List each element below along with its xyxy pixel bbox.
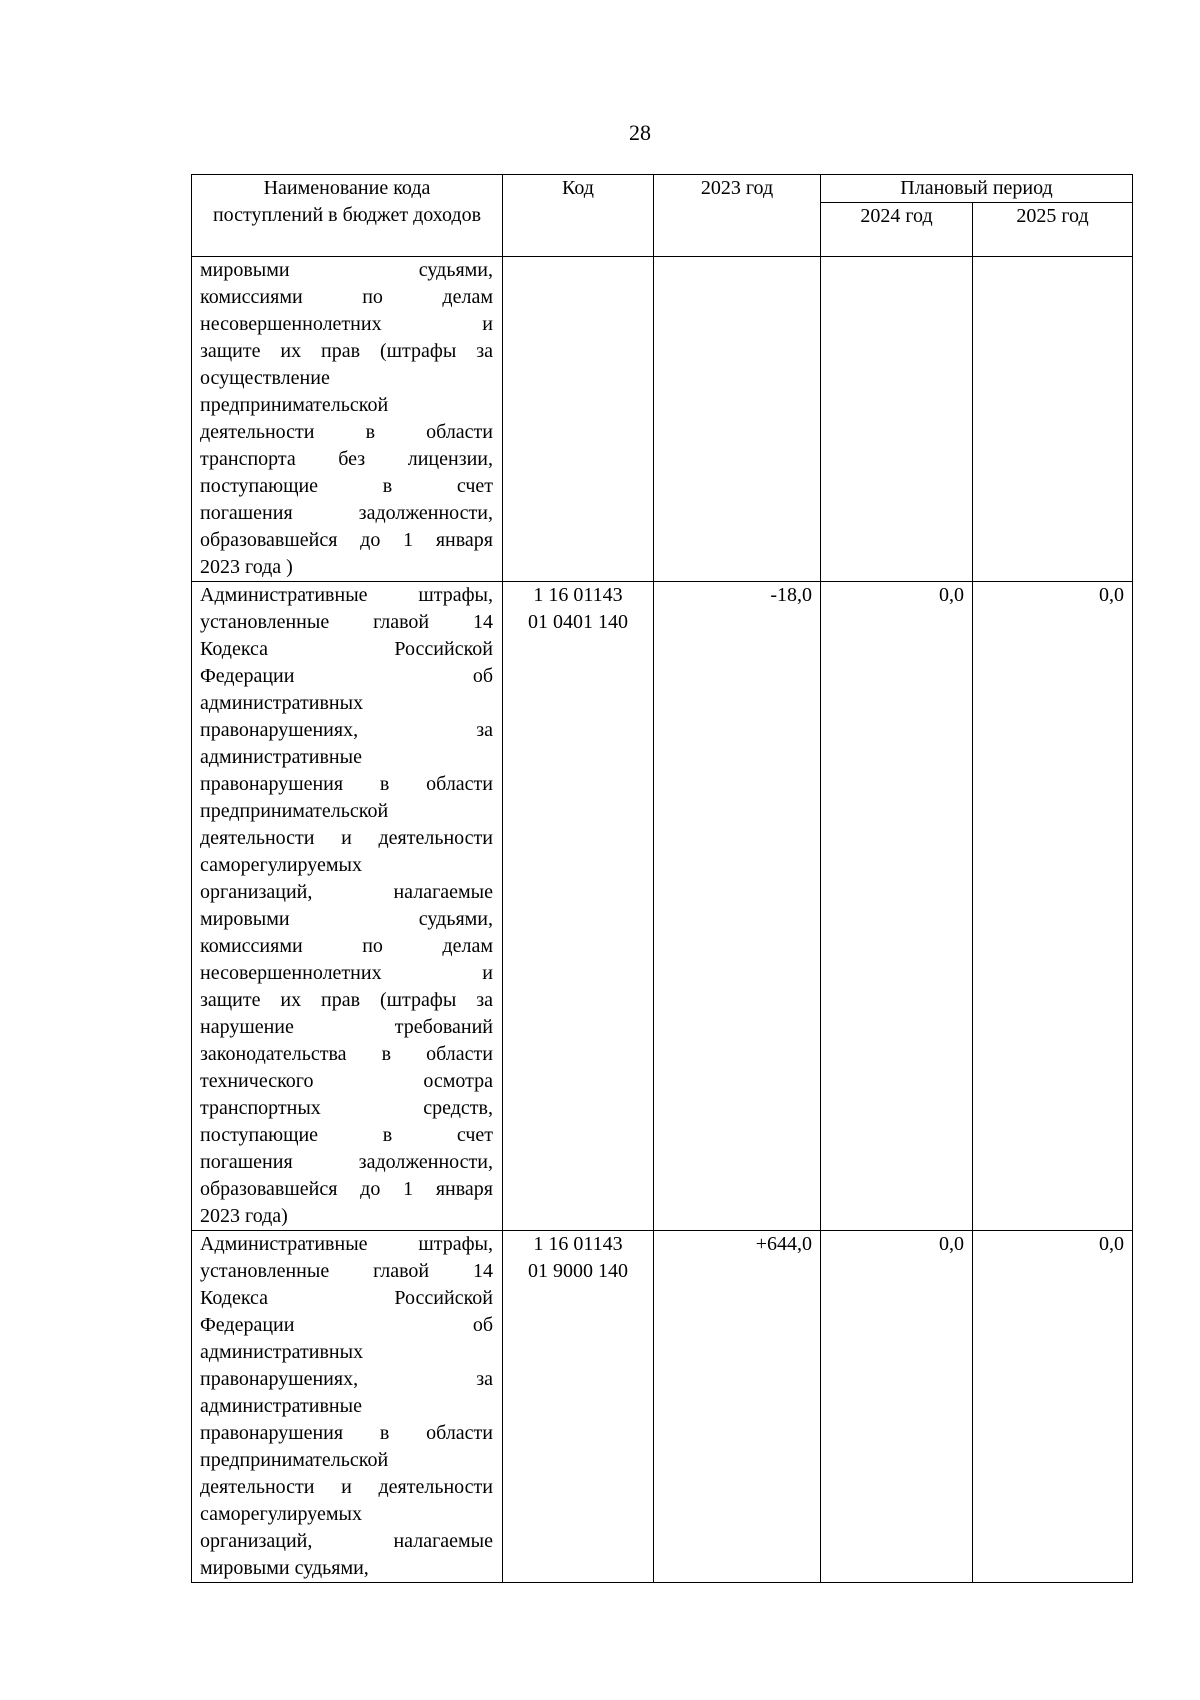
header-2023: 2023 год bbox=[654, 175, 821, 257]
code-cell bbox=[503, 582, 654, 1231]
income-name-line: мировыми судьями, bbox=[200, 259, 493, 281]
income-name-line: комиссиями по делам bbox=[200, 286, 493, 308]
income-name-cell bbox=[192, 257, 503, 582]
income-name-line: погашения задолженности, bbox=[200, 1151, 493, 1173]
table-row bbox=[192, 257, 1133, 582]
income-name-line: деятельности и деятельности bbox=[200, 1476, 493, 1498]
income-name-line: правонарушениях, за bbox=[200, 719, 493, 741]
income-name-line: поступающие в счет bbox=[200, 1124, 493, 1146]
income-name-line: 2023 года) bbox=[200, 1205, 288, 1227]
income-name-line: предпринимательской bbox=[200, 1449, 389, 1471]
income-name-line: саморегулируемых bbox=[200, 854, 362, 876]
income-name-line: транспортных средств, bbox=[200, 1097, 493, 1119]
code-line: 1 16 01143 bbox=[533, 1233, 623, 1255]
amount-y2025-cell: 0,0 bbox=[973, 582, 1133, 1231]
amount-y2023-cell bbox=[654, 257, 821, 582]
income-name-line: мировыми судьями, bbox=[200, 1557, 369, 1579]
amount-y2024-cell: 0,0 bbox=[821, 1231, 973, 1583]
income-name-line: правонарушения в области bbox=[200, 1422, 493, 1444]
table-header bbox=[192, 175, 1133, 257]
income-name-line: Кодекса Российской bbox=[200, 638, 493, 660]
income-name-line: защите их прав (штрафы за bbox=[200, 340, 493, 362]
header-2025: 2025 год bbox=[973, 203, 1133, 257]
income-name-line: 2023 года ) bbox=[200, 556, 293, 578]
income-name-line: установленные главой 14 bbox=[200, 611, 493, 633]
header-code: Код bbox=[503, 175, 654, 257]
page-number: 28 bbox=[629, 120, 651, 145]
income-name-line: деятельности в области bbox=[200, 421, 493, 443]
income-name-line: организаций, налагаемые bbox=[200, 881, 493, 903]
table-body bbox=[192, 257, 1133, 1583]
income-name-line: поступающие в счет bbox=[200, 475, 493, 497]
header-2024: 2024 год bbox=[821, 203, 973, 257]
income-name-line: административных bbox=[200, 692, 364, 714]
income-name-line: Федерации об bbox=[200, 1314, 493, 1336]
header-planned-period: Плановый период bbox=[821, 175, 1133, 203]
amount-y2025-cell: 0,0 bbox=[973, 1231, 1133, 1583]
amount-y2023-cell: -18,0 bbox=[654, 582, 821, 1231]
income-name-line: образовавшейся до 1 января bbox=[200, 529, 493, 551]
income-name-line: осуществление bbox=[200, 367, 330, 389]
income-name-line: предпринимательской bbox=[200, 800, 389, 822]
income-name-line: образовавшейся до 1 января bbox=[200, 1178, 493, 1200]
income-name-line: административные bbox=[200, 746, 362, 768]
income-name-line: мировыми судьями, bbox=[200, 908, 493, 930]
table-row bbox=[192, 1231, 1133, 1583]
income-name-line: нарушение требований bbox=[200, 1016, 493, 1038]
income-name-line: правонарушениях, за bbox=[200, 1368, 493, 1390]
income-name-line: несовершеннолетних и bbox=[200, 313, 493, 335]
code-line: 1 16 01143 bbox=[533, 584, 623, 606]
income-name-line: организаций, налагаемые bbox=[200, 1530, 493, 1552]
code-cell bbox=[503, 1231, 654, 1583]
code-line: 01 0401 140 bbox=[528, 611, 628, 633]
income-name-line: Кодекса Российской bbox=[200, 1287, 493, 1309]
income-name-cell bbox=[192, 582, 503, 1231]
amount-y2024-cell: 0,0 bbox=[821, 582, 973, 1231]
income-name-line: погашения задолженности, bbox=[200, 502, 493, 524]
income-name-line: установленные главой 14 bbox=[200, 1260, 493, 1282]
code-line: 01 9000 140 bbox=[528, 1260, 628, 1282]
income-name-line: защите их прав (штрафы за bbox=[200, 989, 493, 1011]
amount-y2024-cell bbox=[821, 257, 973, 582]
income-name-line: деятельности и деятельности bbox=[200, 827, 493, 849]
income-name-line: административные bbox=[200, 1395, 362, 1417]
income-name-line: Административные штрафы, bbox=[200, 584, 493, 606]
amount-y2023-cell: +644,0 bbox=[654, 1231, 821, 1583]
income-name-line: несовершеннолетних и bbox=[200, 962, 493, 984]
income-name-line: предпринимательской bbox=[200, 394, 389, 416]
income-name-line: Административные штрафы, bbox=[200, 1233, 493, 1255]
income-name-line: правонарушения в области bbox=[200, 773, 493, 795]
income-name-line: транспорта без лицензии, bbox=[200, 448, 493, 470]
income-name-line: законодательства в области bbox=[200, 1043, 493, 1065]
income-name-line: административных bbox=[200, 1341, 364, 1363]
income-name-cell bbox=[192, 1231, 503, 1583]
code-cell bbox=[503, 257, 654, 582]
income-name-line: комиссиями по делам bbox=[200, 935, 493, 957]
income-name-line: Федерации об bbox=[200, 665, 493, 687]
amount-y2025-cell bbox=[973, 257, 1133, 582]
budget-table bbox=[191, 174, 1133, 1583]
table-row bbox=[192, 582, 1133, 1231]
income-name-line: технического осмотра bbox=[200, 1070, 493, 1092]
income-name-line: саморегулируемых bbox=[200, 1503, 362, 1525]
header-name: Наименование кода поступлений в бюджет доходов bbox=[192, 175, 503, 257]
